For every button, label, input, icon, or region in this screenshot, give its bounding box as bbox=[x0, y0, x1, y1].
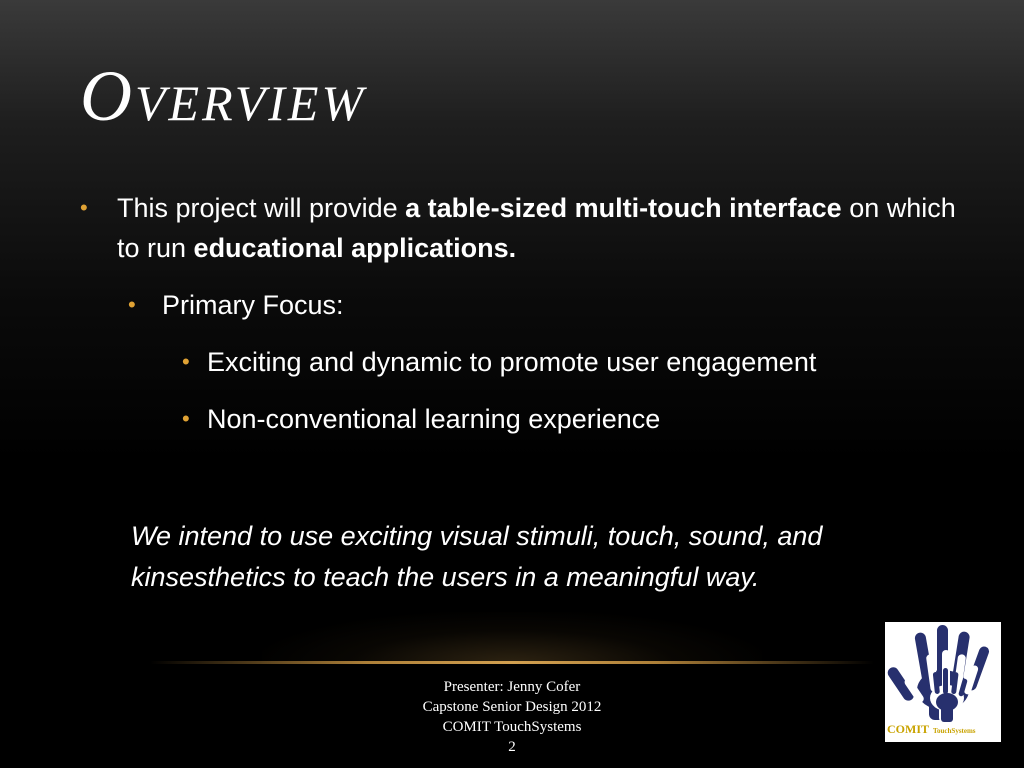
bullet-text: Primary Focus: bbox=[162, 290, 344, 320]
bullet-dot-icon: • bbox=[182, 406, 190, 431]
divider-glow bbox=[262, 612, 762, 664]
page-number: 2 bbox=[508, 739, 516, 755]
bullet-text: Exciting and dynamic to promote user engagement bbox=[207, 347, 817, 377]
bullet-text: on which to run bbox=[117, 193, 956, 263]
bullet-list bbox=[80, 188, 960, 439]
footer bbox=[362, 677, 662, 757]
bullet-project bbox=[80, 188, 960, 268]
bullet-exciting bbox=[80, 342, 960, 382]
comit-logo bbox=[885, 622, 1001, 742]
bullet-text: This project will provide bbox=[117, 193, 406, 223]
bullet-primary-focus bbox=[80, 285, 960, 325]
hands-icon bbox=[885, 622, 1001, 722]
bullet-text: Non-conventional learning experience bbox=[207, 404, 661, 434]
logo-sub: TouchSystems bbox=[933, 727, 976, 735]
slide-title: Overview bbox=[80, 56, 367, 136]
intent-statement: We intend to use exciting visual stimuli, touch, sound, and kinsesthetics to teach the users in a meaningful way. bbox=[131, 521, 823, 592]
bullet-text-bold: educational applications. bbox=[193, 233, 517, 263]
logo-brand: COMIT bbox=[887, 722, 929, 736]
footer-presenter: Presenter: Jenny Cofer bbox=[443, 679, 581, 695]
logo-wordmark bbox=[887, 723, 999, 737]
bullet-non-conventional bbox=[80, 399, 960, 439]
footer-team: COMIT TouchSystems bbox=[442, 719, 582, 735]
bullet-dot-icon: • bbox=[80, 195, 88, 220]
footer-divider bbox=[150, 661, 874, 664]
bullet-dot-icon: • bbox=[128, 292, 136, 317]
footer-course: Capstone Senior Design 2012 bbox=[422, 699, 602, 715]
bullet-dot-icon: • bbox=[182, 349, 190, 374]
bullet-text-bold: a table-sized multi-touch interface bbox=[405, 193, 842, 223]
